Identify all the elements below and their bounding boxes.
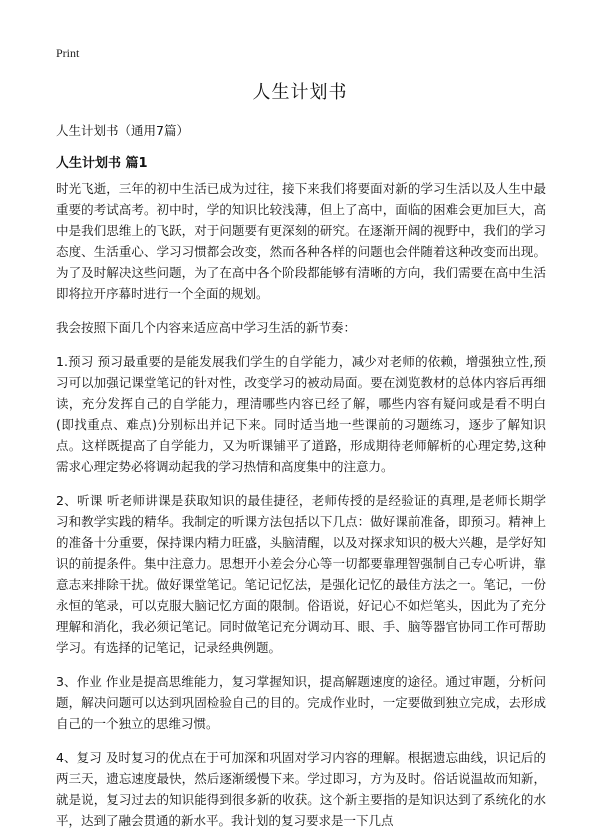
paragraph-listening: 2、听课 听老师讲课是获取知识的最佳捷径，老师传授的是经验证的真理,是老师长期学习和教学实践的精华。我制定的听课方法包括以下几点：做好课前准备，即预习。精神上的准备十分重要，保持课内精力旺盛，头脑清醒，以及对探求知识的极大兴趣，是学好知识的前提条件。集中注意力。思想开小差会分心等一切都要靠理智强制自己专心听讲，靠意志来排除干扰。做好课堂笔记。笔记记忆法，是强化记忆的最佳方法之一。笔记，一份永恒的笔录，可以克服大脑记忆方面的限制。俗语说，好记心不如烂笔头，因此为了充分理解和消化，我必须记笔记。同时做笔记充分调动耳、眼、手、脑等器官协同工作可帮助学习。有选择的记笔记，记录经典例题。 bbox=[56, 493, 546, 655]
document-title: 人生计划书 bbox=[252, 82, 348, 103]
paragraph-preview: 1.预习 预习最重要的是能发展我们学生的自学能力，减少对老师的依赖，增强独立性,预习可以加强记课堂笔记的针对性，改变学习的被动局面。要在浏览教材的总体内容后再细读，充分发挥自己的自学能力，理清哪些内容已经了解，哪些内容有疑问或是看不明白(即找重点、难点)分别标出并记下来。同时适当地一些课前的习题练习，逐步了解知识点。这样既提高了自学能力，又为听课铺平了道路，形成期待老师解析的心理定势,这种需求心理定势必将调动起我的学习热情和高度集中的注意力。 bbox=[56, 354, 546, 474]
document-subtitle: 人生计划书（通用7篇） bbox=[56, 123, 189, 138]
paragraph-review: 4、复习 及时复习的优点在于可加深和巩固对学习内容的理解。根据遗忘曲线，识记后的两三天，遗忘速度最快，然后逐渐缓慢下来。学过即习，方为及时。俗话说温故而知新，就是说，复习过去的知识能得到很多新的收获。这个新主要指的是知识达到了系统化的水平，达到了融会贯通的新水平。我计划的复习要求是一下几点 bbox=[56, 750, 546, 828]
paragraph-homework: 3、作业 作业是提高思维能力，复习掌握知识，提高解题速度的途径。通过审题，分析问题，解决问题可以达到巩固检验自己的目的。完成作业时，一定要做到独立完成，去形成自己的一个独立的思维习惯。 bbox=[56, 674, 546, 731]
section-heading: 人生计划书 篇1 bbox=[56, 156, 148, 171]
paragraph-intro: 时光飞逝，三年的初中生活已成为过往，接下来我们将要面对新的学习生活以及人生中最重要的考试高考。初中时，学的知识比较浅薄，但上了高中，面临的困难会更加巨大，高中是我们思维上的飞跃，对于问题要有更深刻的研究。在逐渐开阔的视野中，我们的学习态度、生活重心、学习习惯都会改变，然而各种各样的问题也会伴随着这种改变而出现。为了及时解决这些问题，为了在高中各个阶段都能够有清晰的方向，我们需要在高中生活即将拉开序幕时进行一个全面的规划。 bbox=[56, 181, 546, 301]
print-link[interactable]: Print bbox=[56, 46, 80, 60]
paragraph-plan-lead: 我会按照下面几个内容来适应高中学习生活的新节奏： bbox=[56, 320, 357, 335]
document-body bbox=[56, 178, 546, 828]
